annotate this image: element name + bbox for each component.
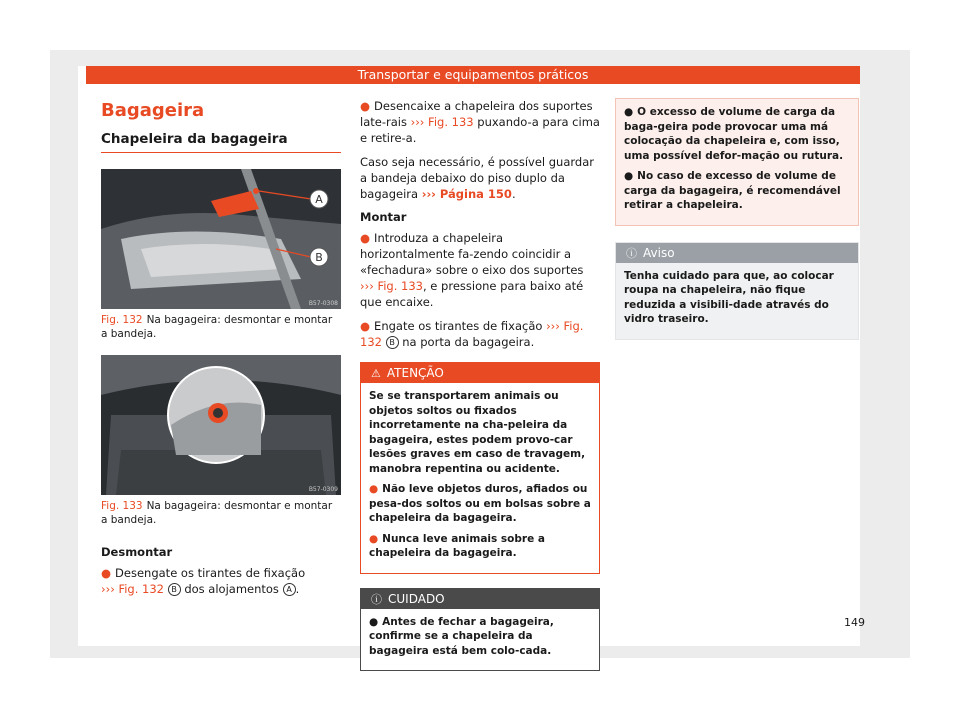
storage-note [360,154,600,202]
figure-link[interactable]: ››› Fig. 133 [410,115,474,129]
cuidado-box [360,588,600,672]
bullet-dot-icon: ● [369,483,379,495]
text: Introduza a chapeleira horizontalmente fa-zendo coincidir a «fechadura» sobre o eixo dos suportes [360,231,584,277]
key-label: B [168,583,181,596]
text: Caso seja necessário, é possível guardar a bandeja debaixo do piso duplo da bagageira [360,155,594,201]
section-title: Bagageira [101,100,205,121]
aviso-box [615,242,859,340]
atencao-bullet-2 [369,532,591,561]
text: puxando-a para cima e retire-a. [360,115,600,145]
figure-link[interactable]: ››› Fig. 132 [101,582,164,596]
text: Engate os tirantes de fixação [374,319,543,333]
figure-132-caption [101,313,341,341]
figure-code: B57-0308 [308,300,338,307]
desmontar-step-2 [360,98,600,146]
text: O excesso de volume de carga da baga-geira pode provocar uma má colocação da chapeleira e, com isso, uma possível defor-mação ou rutura. [624,106,844,162]
page-number: 149 [844,616,865,629]
figure-132-image [101,169,341,309]
text: , e pressione para baixo até que encaixe. [360,279,584,309]
atencao-body [361,383,599,573]
figure-code: B57-0309 [308,486,338,493]
chapter-header: Transportar e equipamentos práticos [86,66,860,84]
text: na porta da bagageira. [402,335,535,349]
box-title: CUIDADO [388,591,445,606]
montar-step-2 [360,318,600,350]
desmontar-heading: Desmontar [101,545,173,559]
atencao-continued-box [615,98,859,226]
box-title: ATENÇÃO [386,366,444,380]
box-title: Aviso [643,245,675,260]
key-label: B [386,336,399,349]
caption-text: Na bagageira: desmontar e montar a bandeja. [101,314,333,340]
aviso-body [616,263,858,339]
text: No caso de excesso de volume de carga da bagageira, é recomendável retirar a chapeleira. [624,170,841,211]
key-label: A [283,583,296,596]
text: Não leve objetos duros, afiados ou pesa-dos soltos ou em bolsas sobre a chapeleira da bagageira. [369,483,591,524]
page-link[interactable]: ››› Página 150 [421,187,512,201]
aviso-header [616,243,858,263]
bullet-dot-icon: ● [624,170,634,182]
bullet-dot-icon: ● [360,99,371,113]
callout-a-label: A [315,193,323,206]
atencao-box [360,362,600,574]
info-icon: ⓘ [626,246,637,260]
figure-link[interactable]: ››› Fig. 132 [360,319,584,349]
caption-text: Na bagageira: desmontar e montar a bandeja. [101,500,333,526]
bullet-dot-icon: ● [369,532,379,545]
column-right [615,98,859,340]
column-middle [360,98,600,671]
warning-triangle-icon: ⚠ [371,367,381,380]
text: Desencaixe a chapeleira dos suportes late-rais [360,99,593,129]
bullet-dot-icon: ● [360,231,371,245]
montar-heading: Montar [360,210,407,224]
text: Nunca leve animais sobre a chapeleira da bagageira. [369,532,545,559]
text: Desengate os tirantes de fixação [115,566,306,580]
cuidado-header [361,589,599,609]
text: dos alojamentos [184,582,279,596]
figure-link[interactable]: ››› Fig. 133 [360,279,423,293]
subsection-title: Chapeleira da bagageira [101,131,341,153]
figure-number: Fig. 132 [101,314,143,326]
text: Antes de fechar a bagageira, confirme se a chapeleira da bagageira está bem colo-cada. [369,615,554,657]
figure-number: Fig. 133 [101,500,143,512]
column-left [101,98,341,605]
desmontar-step-1 [101,565,341,597]
atencao-header [361,363,599,383]
text: . [511,187,516,201]
cuidado-body [361,609,599,671]
montar-step-1 [360,230,600,310]
figure-133-image [101,355,341,495]
atencao-bullet-1 [369,482,591,526]
bullet-dot-icon: ● [369,615,379,628]
atencao-text: Se se transportarem animais ou objetos soltos ou fixados incorretamente na cha-peleira da bagageira, estes podem provo-car lesões graves em caso de travagem, manobra repentina ou acidente. [369,390,586,475]
bullet-dot-icon: ● [360,319,371,333]
atencao-continued-body [616,99,858,225]
bullet-dot-icon: ● [624,106,634,118]
continued-bullet-2 [624,169,850,213]
figure-133-caption [101,499,341,527]
cuidado-bullet-1 [369,615,591,659]
aviso-text: Tenha cuidado para que, ao colocar roupa na chapeleira, não fique reduzida a visibili-dade através do vidro traseiro. [624,269,834,325]
bullet-dot-icon: ● [101,566,112,580]
info-circle-icon: ⓘ [371,592,382,606]
callout-b-label: B [315,251,323,264]
text: . [295,582,300,596]
continued-bullet-1 [624,105,850,163]
